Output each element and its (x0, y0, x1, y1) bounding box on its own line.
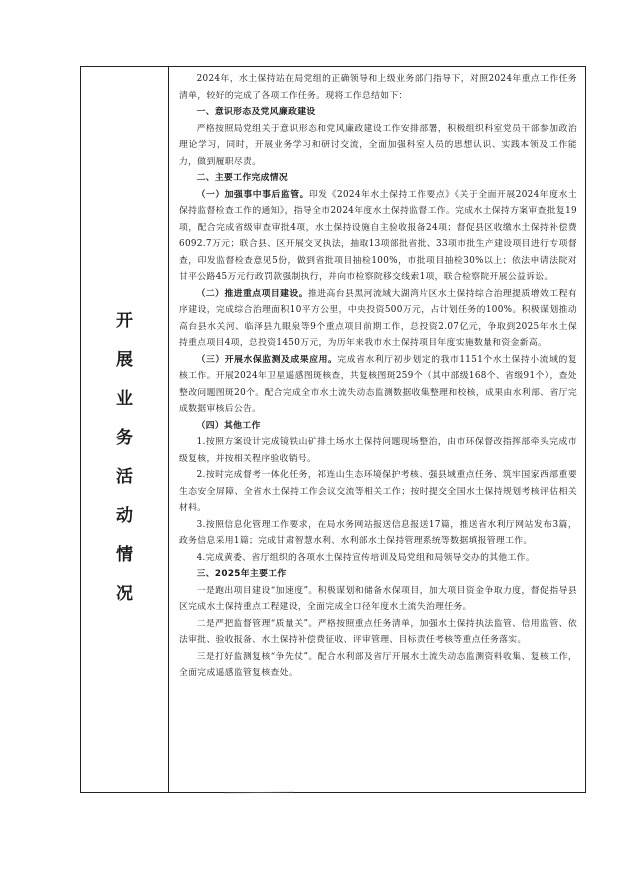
paragraph-text: 完成省水利厅初步划定的我市1151个水土保持小流域的复核工作。开展2024年卫星遥感图斑核查，共复核图斑259个（其中部级168个、省级91个），查处整改问题图斑20个。配合完成全市水土流失动态监测数据收集整理和校核，成果由水利部、省厅完成数据审核后公告。 (179, 354, 577, 414)
label-char: 活 (116, 466, 133, 487)
report-form-table (80, 66, 586, 793)
section-heading: 三、2025年主要工作 (196, 569, 287, 579)
subsection-heading: （二）推进重点项目建设。 (196, 288, 308, 299)
subsection-paragraph (179, 352, 577, 418)
scan-mark (224, 791, 294, 801)
paragraph: 三是打好监测复核“争先仗”。配合水利部及省厅开展水土流失动态监测资料收集、复核工作，全面完成遥感监管复核查处。 (179, 651, 577, 678)
paragraph: 一是跑出项目建设“加速度”。积极谋划和储备水保项目，加大项目资金争取力度，督促指导县区完成水土保持重点工程建设，全面完成全口径年度水土流失治理任务。 (179, 585, 577, 612)
paragraph: 二是严把监督管理“质量关”。严格按照重点任务清单，加强水土保持执法监管、信用监管、依法审批、验收报备、水土保持补偿费征收、评审管理、目标责任考核等重点任务落实。 (179, 618, 577, 645)
subsection-paragraph (179, 418, 577, 435)
label-char: 开 (116, 310, 133, 331)
paragraph-text: 印发《2024年水土保持工作要点》《关于全面开展2024年度水土保持监督检查工作的通知》，指导全市2024年度水土保持监督工作。完成水土保持方案审查批复19项，配合完成省级审查审批4项，水土保持设施自主验收报备24项；督促县区收缴水土保持补偿费6092.7万元；联合县、区开展交叉执法，抽取13项部批省批、33项市批生产建设项目进行专项督查，印发监督检查意见5份，做到省批项目抽检100%，市批项目抽检30%以上；依法申请法院对甘平公路45万元行政罚款强制执行，并向市检察院移交线索1项，联合检察院开展公益诉讼。 (179, 189, 578, 282)
label-char: 情 (116, 544, 133, 565)
report-body (169, 67, 585, 792)
subsection-heading: （一）加强事中事后监管。 (196, 189, 309, 200)
paragraph: 3.按照信息化管理工作要求，在局水务网站报送信息报送17篇，推送省水利厅网站发布3篇，政务信息采用1篇；完成甘肃智慧水利、水利部水土保持管理系统等数据填报管理工作。 (179, 519, 577, 546)
section-heading: 一、意识形态及党风廉政建设 (196, 107, 316, 117)
subsection-paragraph (179, 187, 577, 286)
label-char: 业 (116, 388, 133, 409)
paragraph-text: 推进高台县黑河流域大湖湾片区水土保持综合治理提质增效工程有序建设，完成综合治理面积10平方公里，中央投资500万元，占计划任务的100%。积极谋划推动高台县水关河、临泽县九眼泉等9个重点项目前期工作，总投资2.07亿元，争取到2025年水土保持重点项目4项，总投资1450万元，为历年来我市水土保持项目年度实施数量和资金新高。 (179, 288, 578, 348)
label-char: 动 (116, 505, 133, 526)
paragraph: 2.按时完成督考一体化任务，祁连山生态环境保护考核、强县域重点任务、筑牢国家西部重要生态安全屏障、全省水土保持工作会议交流等相关工作；按时提交全国水土保持规划考核评估相关材料。 (179, 470, 577, 513)
label-char: 展 (116, 349, 133, 370)
section-label-cell (81, 67, 169, 792)
label-char: 务 (116, 427, 133, 448)
subsection-heading: （四）其他工作 (196, 420, 261, 431)
paragraph: 1.按照方案设计完成镜铁山矿排土场水土保持问题现场整治，由市环保督改指挥部牵头完成市级复核，并按相关程序验收销号。 (179, 437, 577, 464)
subsection-heading: （三）开展水保监测及成果应用。 (196, 354, 338, 365)
paragraph: 2024年，水土保持站在局党组的正确领导和上级业务部门指导下，对照2024年重点工作任务清单，较好的完成了各项工作任务。现将工作总结如下： (179, 74, 577, 101)
label-char: 况 (116, 583, 133, 604)
paragraph: 严格按照局党组关于意识形态和党风廉政建设工作安排部署，积极组织科室党员干部参加政治理论学习，同时，开展业务学习和研讨交流，全面加强科室人员的思想认识、实践本领及工作能力，做到履职尽责。 (179, 123, 577, 167)
subsection-paragraph (179, 286, 577, 352)
section-label (116, 310, 133, 604)
paragraph: 4.完成黄委、省厅组织的各项水土保持宣传培训及局党组和局领导交办的其他工作。 (196, 552, 535, 563)
section-heading: 二、主要工作完成情况 (196, 173, 289, 183)
